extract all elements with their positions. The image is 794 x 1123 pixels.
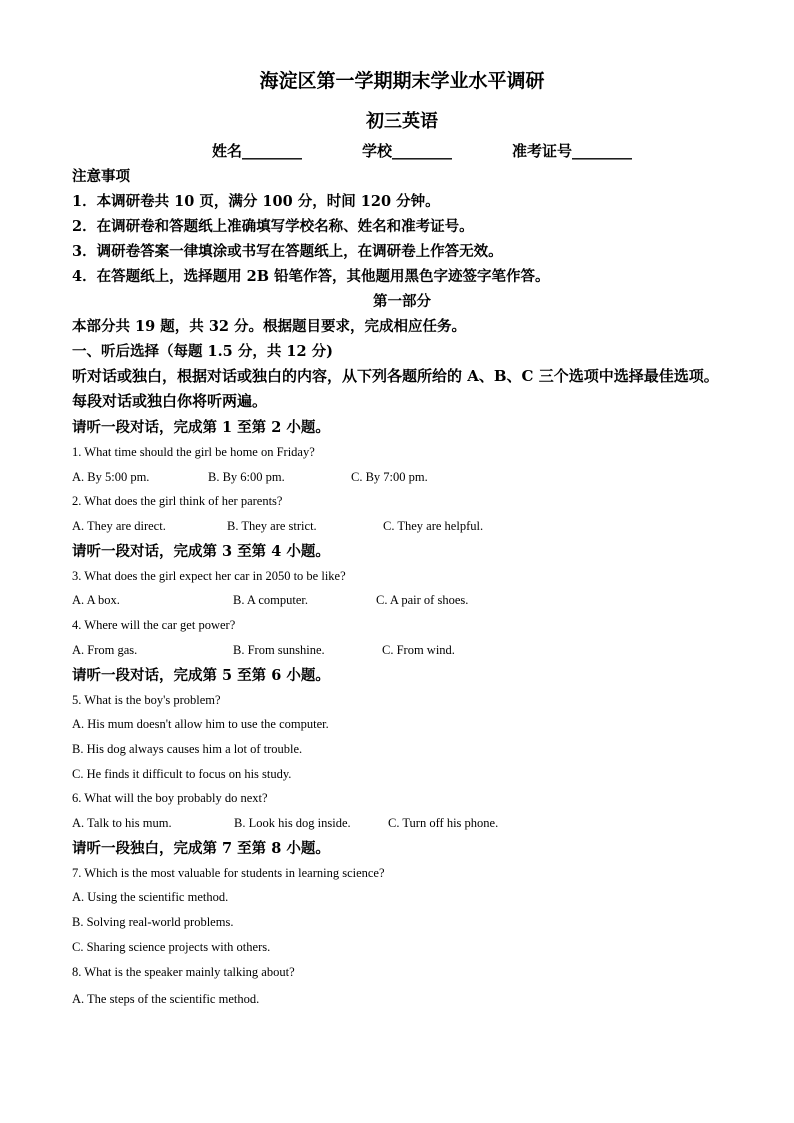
option-c: C. He finds it difficult to focus on his study. bbox=[72, 766, 292, 781]
option-c: C. Sharing science projects with others. bbox=[72, 939, 271, 954]
option-a: A. The steps of the scientific method. bbox=[72, 992, 260, 1007]
question-text: 8. What is the speaker mainly talking about? bbox=[72, 964, 295, 979]
notice-heading: 注意事项 bbox=[72, 168, 130, 185]
question-text: 5. What is the boy's problem? bbox=[72, 692, 221, 707]
option-b: B. Solving real-world problems. bbox=[72, 915, 234, 930]
option-a: A. His mum doesn't allow him to use the computer. bbox=[72, 717, 329, 732]
option-a: A. From gas. bbox=[72, 642, 138, 657]
option-b: B. They are strict. bbox=[227, 519, 317, 534]
name-field: 姓名________ bbox=[211, 142, 302, 160]
option-row bbox=[72, 588, 732, 613]
exam-number-field: 准考证号________ bbox=[512, 142, 633, 160]
option-row bbox=[72, 638, 732, 663]
question-text: 2. What does the girl think of her parents? bbox=[72, 494, 283, 509]
option-b: B. From sunshine. bbox=[233, 642, 325, 657]
question-text: 1. What time should the girl be home on Friday? bbox=[72, 445, 315, 459]
option-b: B. A computer. bbox=[233, 593, 308, 608]
option-c: C. Turn off his phone. bbox=[388, 816, 499, 831]
part-heading: 第一部分 bbox=[373, 293, 431, 310]
option-c: C. They are helpful. bbox=[383, 519, 484, 534]
school-field: 学校________ bbox=[361, 142, 452, 160]
section-title: 一、听后选择（每题 1.5 分，共 12 分) bbox=[72, 343, 333, 360]
option-c: C. By 7:00 pm. bbox=[351, 469, 428, 484]
group-heading: 请听一段对话，完成第 1 至第 2 小题。 bbox=[72, 419, 330, 436]
option-row bbox=[72, 811, 732, 836]
notice-item: 2．在调研卷和答题纸上准确填写学校名称、姓名和准考证号。 bbox=[72, 218, 474, 235]
exam-title: 海淀区第一学期期末学业水平调研 bbox=[259, 70, 545, 92]
option-a: A. They are direct. bbox=[72, 519, 166, 534]
section-instructions: 听对话或独白，根据对话或独白的内容，从下列各题所给的 A、B、C 三个选项中选择最佳选项。每段对话或独白你将听两遍。 bbox=[72, 367, 719, 410]
candidate-info-row bbox=[112, 138, 732, 164]
option-a: A. A box. bbox=[72, 593, 120, 608]
group-heading: 请听一段独白，完成第 7 至第 8 小题。 bbox=[72, 839, 330, 857]
option-a: A. Using the scientific method. bbox=[72, 890, 229, 905]
option-a: A. By 5:00 pm. bbox=[72, 469, 150, 484]
option-b: B. Look his dog inside. bbox=[234, 816, 351, 831]
option-b: B. His dog always causes him a lot of trouble. bbox=[72, 741, 303, 756]
notice-item: 3．调研卷答案一律填涂或书写在答题纸上，在调研卷上作答无效。 bbox=[72, 243, 503, 260]
group-heading: 请听一段对话，完成第 3 至第 4 小题。 bbox=[72, 542, 330, 560]
part-intro: 本部分共 19 题，共 32 分。根据题目要求，完成相应任务。 bbox=[72, 318, 467, 335]
question-text: 7. Which is the most valuable for students in learning science? bbox=[72, 865, 385, 880]
option-c: C. From wind. bbox=[382, 642, 455, 657]
exam-page bbox=[72, 66, 732, 1012]
question-text: 4. Where will the car get power? bbox=[72, 618, 236, 633]
option-b: B. By 6:00 pm. bbox=[208, 469, 285, 484]
option-c: C. A pair of shoes. bbox=[376, 593, 469, 608]
group-heading: 请听一段对话，完成第 5 至第 6 小题。 bbox=[72, 666, 330, 684]
notice-item: 1．本调研卷共 10 页，满分 100 分，时间 120 分钟。 bbox=[72, 193, 440, 210]
exam-subtitle: 初三英语 bbox=[366, 111, 438, 132]
option-row bbox=[72, 514, 732, 539]
question-text: 3. What does the girl expect her car in 2050 to be like? bbox=[72, 568, 346, 583]
notice-item: 4．在答题纸上，选择题用 2B 铅笔作答，其他题用黑色字迹签字笔作答。 bbox=[72, 268, 550, 285]
option-row bbox=[72, 465, 732, 490]
option-a: A. Talk to his mum. bbox=[72, 816, 172, 831]
question-text: 6. What will the boy probably do next? bbox=[72, 791, 268, 806]
